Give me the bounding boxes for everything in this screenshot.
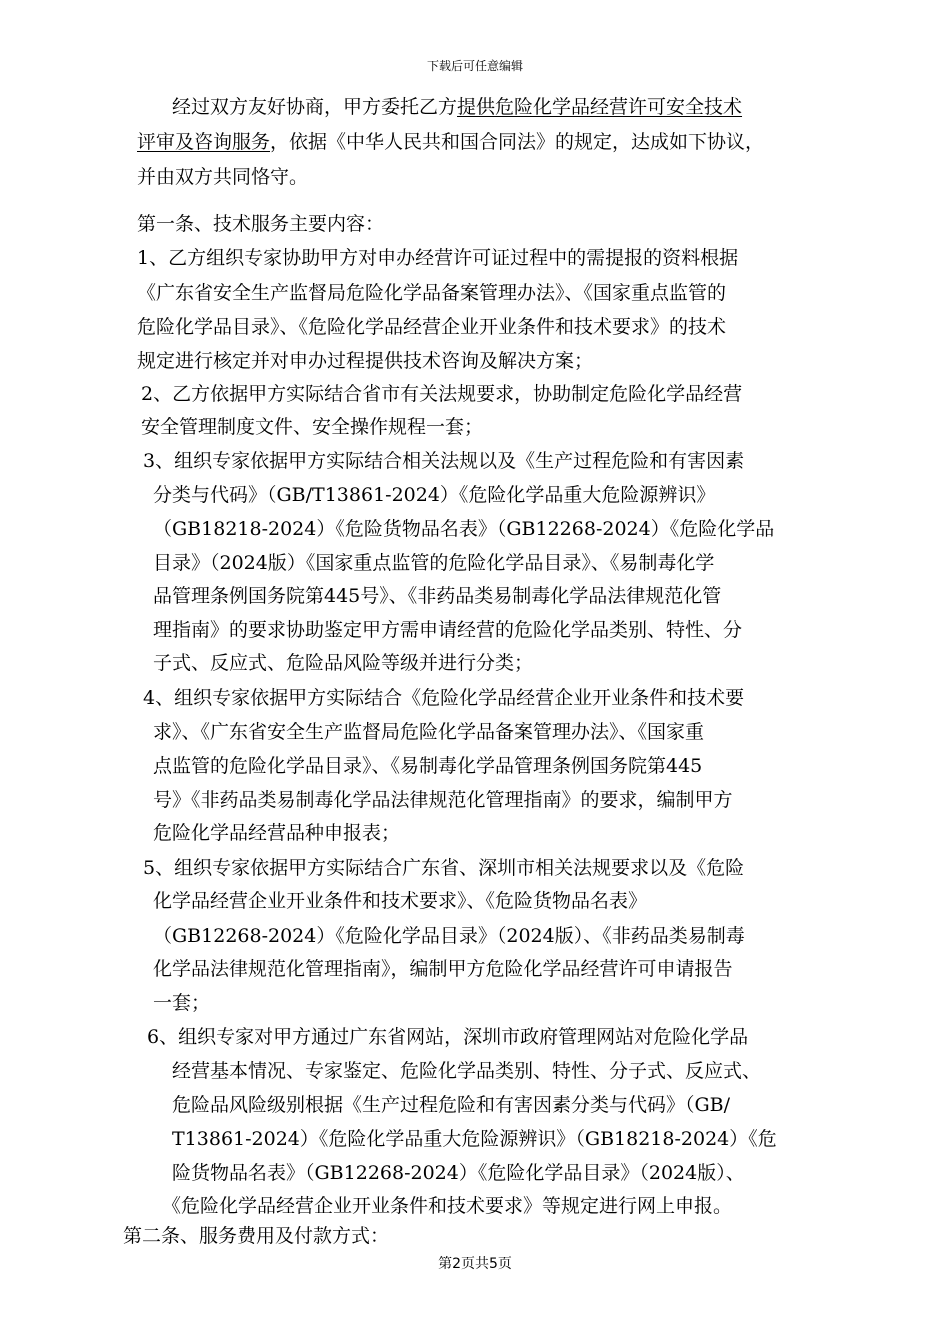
intro-line-1: [172, 95, 742, 119]
item-5-line: 化学品经营企业开业条件和技术要求》、《危险货物品名表》: [153, 890, 648, 912]
item-5-line: 一套；: [153, 992, 211, 1014]
page-footer: 第2页共5页: [438, 1256, 512, 1272]
item-4-line: 点监管的危险化学品目录》、《易制毒化学品管理条例国务院第445: [153, 755, 703, 777]
item-1-line: 危险化学品目录》、《危险化学品经营企业开业条件和技术要求》的技术: [137, 316, 727, 338]
intro-text: ，依据《中华人民共和国合同法》的规定，达成如下协议，: [270, 131, 765, 153]
intro-underlined-text: 评审及咨询服务: [137, 131, 271, 153]
item-4-line: 危险化学品经营品种申报表；: [153, 822, 401, 844]
item-2-line: 安全管理制度文件、安全操作规程一套；: [141, 416, 484, 438]
item-3-line: 分类与代码》（GB/T13861-2024）《危险化学品重大危险源辨识》: [153, 484, 716, 506]
item-4-line: 求》、《广东省安全生产监督局危险化学品备案管理办法》、《国家重: [153, 721, 705, 743]
item-5-line: 5、组织专家依据甲方实际结合广东省、深圳市相关法规要求以及《危险: [143, 857, 745, 879]
item-3-line: 子式、反应式、危险品风险等级并进行分类；: [153, 652, 534, 674]
page-header: 下载后可任意编辑: [426, 59, 523, 73]
item-6-line: 《危险化学品经营企业开业条件和技术要求》等规定进行网上申报。: [162, 1195, 733, 1217]
item-3-line: （GB18218-2024）《危险货物品名表》（GB12268-2024）《危险化学品: [153, 518, 775, 540]
item-6-line: 危险品风险级别根据《生产过程危险和有害因素分类与代码》（GB/: [172, 1094, 731, 1116]
intro-line-3: 并由双方共同恪守。: [137, 166, 309, 188]
item-6-line: 经营基本情况、专家鉴定、危险化学品类别、特性、分子式、反应式、: [172, 1060, 762, 1082]
item-1-line: 《广东省安全生产监督局危险化学品备案管理办法》、《国家重点监管的: [137, 282, 727, 304]
article-1-title: 第一条、技术服务主要内容：: [137, 213, 385, 235]
intro-text: 经过双方友好协商，甲方委托乙方: [172, 96, 458, 118]
intro-line-2: [137, 130, 764, 154]
item-2-line: 2、乙方依据甲方实际结合省市有关法规要求，协助制定危险化学品经营: [141, 383, 743, 405]
item-6-line: T13861-2024）《危险化学品重大危险源辨识》（GB18218-2024）《危: [172, 1128, 777, 1150]
item-6-line: 6、组织专家对甲方通过广东省网站，深圳市政府管理网站对危险化学品: [147, 1026, 749, 1048]
item-5-line: 化学品法律规范化管理指南》，编制甲方危险化学品经营许可申请报告: [153, 958, 733, 980]
item-5-line: （GB12268-2024）《危险化学品目录》（2024版）、《非药品类易制毒: [153, 925, 745, 947]
intro-underlined-text: 提供危险化学品经营许可安全技术: [457, 96, 743, 118]
item-3-line: 目录》（2024版）《国家重点监管的危险化学品目录》、《易制毒化学: [153, 552, 715, 574]
item-4-line: 4、组织专家依据甲方实际结合《危险化学品经营企业开业条件和技术要: [143, 687, 745, 709]
item-3-line: 品管理条例国务院第445号》、《非药品类易制毒化学品法律规范化管: [153, 585, 722, 607]
item-3-line: 理指南》的要求协助鉴定甲方需申请经营的危险化学品类别、特性、分: [153, 619, 743, 641]
article-2-title: 第二条、服务费用及付款方式：: [123, 1225, 390, 1247]
item-6-line: 险货物品名表》（GB12268-2024）《危险化学品目录》（2024版）、: [172, 1162, 745, 1184]
item-1-line: 1、乙方组织专家协助甲方对申办经营许可证过程中的需提报的资料根据: [137, 247, 739, 269]
item-3-line: 3、组织专家依据甲方实际结合相关法规以及《生产过程危险和有害因素: [143, 450, 745, 472]
item-4-line: 号》《非药品类易制毒化学品法律规范化管理指南》的要求，编制甲方: [153, 789, 733, 811]
item-1-line: 规定进行核定并对申办过程提供技术咨询及解决方案；: [137, 350, 594, 372]
